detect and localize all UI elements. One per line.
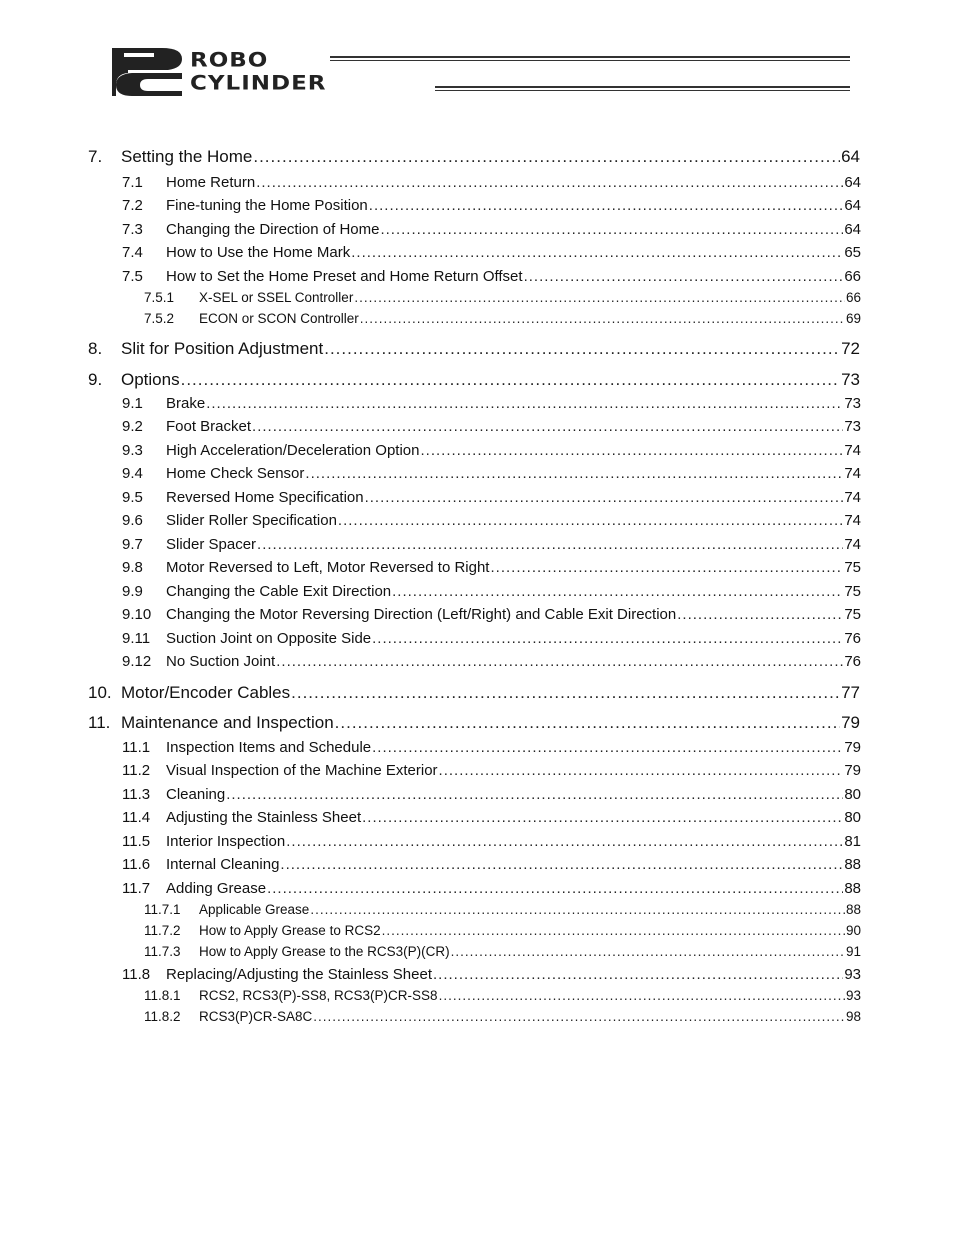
toc-entry-number: 9.2 bbox=[122, 418, 143, 435]
toc-entry[interactable] bbox=[122, 606, 861, 623]
logo-text-cylinder: CYLINDER bbox=[190, 72, 327, 95]
toc-entry-title: How to Apply Grease to RCS2 bbox=[199, 923, 381, 938]
toc-entry[interactable] bbox=[88, 683, 860, 703]
toc-entry-title: Slit for Position Adjustment bbox=[121, 339, 324, 358]
toc-entry-page: 88 bbox=[845, 902, 861, 917]
toc-entry-page: 80 bbox=[844, 786, 861, 803]
toc-entry-number: 7.2 bbox=[122, 197, 143, 214]
toc-entry-page: 66 bbox=[845, 290, 861, 305]
toc-entry-title: Visual Inspection of the Machine Exterior bbox=[166, 762, 438, 779]
toc-dot-leader bbox=[677, 606, 843, 623]
toc-entry[interactable] bbox=[122, 583, 861, 600]
toc-dot-leader bbox=[291, 683, 840, 703]
toc-entry[interactable] bbox=[88, 713, 860, 733]
toc-entry-page: 65 bbox=[844, 244, 861, 261]
toc-entry-title: Options bbox=[121, 370, 180, 389]
toc-dot-leader bbox=[420, 442, 843, 459]
toc-dot-leader bbox=[439, 988, 845, 1003]
toc-entry-number: 9.12 bbox=[122, 653, 152, 670]
toc-entry-page: 90 bbox=[845, 923, 861, 938]
toc-entry-page: 64 bbox=[844, 197, 861, 214]
toc-entry-number: 9.4 bbox=[122, 465, 143, 482]
toc-entry[interactable] bbox=[122, 489, 861, 506]
toc-entry[interactable] bbox=[122, 442, 861, 459]
toc-entry-page: 64 bbox=[844, 221, 861, 238]
toc-entry-title: RCS3(P)CR-SA8C bbox=[199, 1009, 313, 1024]
toc-entry-number: 9.9 bbox=[122, 583, 143, 600]
toc-entry-number: 9.6 bbox=[122, 512, 143, 529]
toc-entry[interactable] bbox=[144, 1009, 861, 1024]
toc-dot-leader bbox=[324, 339, 840, 359]
toc-entry-title: Replacing/Adjusting the Stainless Sheet bbox=[166, 966, 433, 983]
toc-entry-number: 7.1 bbox=[122, 174, 143, 191]
toc-entry-page: 79 bbox=[844, 739, 861, 756]
toc-dot-leader bbox=[286, 833, 843, 850]
toc-entry-number: 11.2 bbox=[122, 762, 151, 779]
toc-dot-leader bbox=[439, 762, 844, 779]
toc-dot-leader bbox=[338, 512, 843, 529]
toc-dot-leader bbox=[253, 147, 840, 167]
toc-dot-leader bbox=[354, 290, 845, 305]
toc-dot-leader bbox=[372, 739, 843, 756]
toc-dot-leader bbox=[433, 966, 843, 983]
toc-entry-title: Motor Reversed to Left, Motor Reversed to Right bbox=[166, 559, 490, 576]
toc-dot-leader bbox=[256, 174, 843, 191]
toc-entry-page: 73 bbox=[841, 370, 860, 389]
toc-entry-title: Motor/Encoder Cables bbox=[121, 683, 291, 702]
toc-entry[interactable] bbox=[122, 653, 861, 670]
toc-entry-page: 79 bbox=[844, 762, 861, 779]
toc-entry-page: 77 bbox=[841, 683, 860, 702]
toc-dot-leader bbox=[257, 536, 843, 553]
toc-entry-page: 81 bbox=[844, 833, 861, 850]
toc-entry[interactable] bbox=[144, 944, 861, 959]
toc-entry-page: 74 bbox=[844, 489, 861, 506]
toc-entry-title: Adding Grease bbox=[166, 880, 267, 897]
toc-entry[interactable] bbox=[122, 221, 861, 238]
toc-entry-number: 9.8 bbox=[122, 559, 143, 576]
toc-entry-number: 11.5 bbox=[122, 833, 151, 850]
toc-dot-leader bbox=[365, 489, 844, 506]
toc-entry[interactable] bbox=[122, 880, 861, 897]
toc-entry[interactable] bbox=[122, 244, 861, 261]
toc-entry-title: RCS2, RCS3(P)-SS8, RCS3(P)CR-SS8 bbox=[199, 988, 438, 1003]
toc-entry-title: Fine-tuning the Home Position bbox=[166, 197, 368, 214]
toc-entry-title: Slider Roller Specification bbox=[166, 512, 337, 529]
toc-entry-title: Slider Spacer bbox=[166, 536, 257, 553]
toc-entry-title: Cleaning bbox=[166, 786, 226, 803]
toc-entry[interactable] bbox=[122, 559, 861, 576]
toc-entry-page: 88 bbox=[844, 880, 861, 897]
toc-entry-title: How to Apply Grease to the RCS3(P)(CR) bbox=[199, 944, 450, 959]
toc-entry[interactable] bbox=[122, 833, 861, 850]
toc-entry-page: 74 bbox=[844, 442, 861, 459]
toc-dot-leader bbox=[490, 559, 843, 576]
toc-entry-title: High Acceleration/Deceleration Option bbox=[166, 442, 420, 459]
toc-entry-title: Maintenance and Inspection bbox=[121, 713, 334, 732]
toc-dot-leader bbox=[351, 244, 843, 261]
toc-entry[interactable] bbox=[122, 268, 861, 285]
toc-entry-number: 11.6 bbox=[122, 856, 151, 873]
toc-entry-title: Internal Cleaning bbox=[166, 856, 280, 873]
toc-entry[interactable] bbox=[122, 630, 861, 647]
toc-dot-leader bbox=[372, 630, 843, 647]
toc-entry-title: Suction Joint on Opposite Side bbox=[166, 630, 372, 647]
toc-entry-number: 9.3 bbox=[122, 442, 143, 459]
toc-entry-page: 64 bbox=[841, 147, 860, 166]
toc-dot-leader bbox=[280, 856, 843, 873]
toc-entry-number: 11.3 bbox=[122, 786, 151, 803]
toc-entry[interactable] bbox=[122, 197, 861, 214]
toc-dot-leader bbox=[369, 197, 844, 214]
toc-entry-title: Reversed Home Specification bbox=[166, 489, 364, 506]
toc-dot-leader bbox=[305, 465, 843, 482]
toc-entry-number: 9.7 bbox=[122, 536, 143, 553]
toc-dot-leader bbox=[360, 311, 845, 326]
toc-dot-leader bbox=[524, 268, 844, 285]
page-header bbox=[0, 0, 954, 110]
toc-dot-leader bbox=[362, 809, 843, 826]
toc-entry-page: 98 bbox=[845, 1009, 861, 1024]
toc-entry[interactable] bbox=[122, 465, 861, 482]
toc-entry-page: 74 bbox=[844, 512, 861, 529]
toc-entry-page: 75 bbox=[844, 559, 861, 576]
toc-entry-page: 76 bbox=[844, 653, 861, 670]
toc-entry-number: 11.7.2 bbox=[144, 923, 181, 938]
toc-entry-title: Brake bbox=[166, 395, 206, 412]
toc-entry-page: 74 bbox=[844, 536, 861, 553]
toc-dot-leader bbox=[252, 418, 843, 435]
toc-entry-number: 7.5.2 bbox=[144, 311, 175, 326]
toc-entry-title: Applicable Grease bbox=[199, 902, 310, 917]
toc-entry-page: 88 bbox=[844, 856, 861, 873]
toc-dot-leader bbox=[382, 923, 845, 938]
toc-entry[interactable] bbox=[144, 311, 861, 326]
toc-entry-title: How to Set the Home Preset and Home Return Offset bbox=[166, 268, 523, 285]
toc-entry-title: Inspection Items and Schedule bbox=[166, 739, 372, 756]
toc-entry-page: 80 bbox=[844, 809, 861, 826]
toc-dot-leader bbox=[267, 880, 843, 897]
toc-entry-number: 9.10 bbox=[122, 606, 152, 623]
toc-entry-title: Setting the Home bbox=[121, 147, 253, 166]
toc-entry-number: 10. bbox=[88, 683, 112, 702]
toc-entry-number: 11.7.3 bbox=[144, 944, 181, 959]
toc-entry-title: Interior Inspection bbox=[166, 833, 286, 850]
header-rule bbox=[435, 90, 850, 91]
toc-entry-page: 79 bbox=[841, 713, 860, 732]
toc-entry[interactable] bbox=[122, 174, 861, 191]
toc-entry-title: X-SEL or SSEL Controller bbox=[199, 290, 354, 305]
toc-entry-page: 73 bbox=[844, 418, 861, 435]
toc-entry-page: 72 bbox=[841, 339, 860, 358]
toc-entry-title: ECON or SCON Controller bbox=[199, 311, 359, 326]
toc-entry[interactable] bbox=[122, 966, 861, 983]
toc-entry-page: 74 bbox=[844, 465, 861, 482]
toc-dot-leader bbox=[310, 902, 845, 917]
rc-logo-icon bbox=[110, 46, 184, 98]
toc-entry-number: 11.8.2 bbox=[144, 1009, 181, 1024]
toc-dot-leader bbox=[451, 944, 845, 959]
header-rule bbox=[330, 56, 850, 58]
toc-dot-leader bbox=[226, 786, 843, 803]
toc-entry-title: Home Return bbox=[166, 174, 256, 191]
toc-entry-number: 7.3 bbox=[122, 221, 143, 238]
toc-entry-title: Changing the Motor Reversing Direction (Left/Right) and Cable Exit Direction bbox=[166, 606, 677, 623]
toc-entry-number: 11. bbox=[88, 713, 111, 732]
toc-entry[interactable] bbox=[122, 762, 861, 779]
toc-entry[interactable] bbox=[122, 512, 861, 529]
toc-dot-leader bbox=[392, 583, 843, 600]
toc-entry-number: 7. bbox=[88, 147, 103, 166]
toc-entry-page: 93 bbox=[844, 966, 861, 983]
toc-entry-title: How to Use the Home Mark bbox=[166, 244, 351, 261]
toc-entry-number: 7.5 bbox=[122, 268, 143, 285]
toc-entry-page: 73 bbox=[844, 395, 861, 412]
toc-entry-page: 75 bbox=[844, 606, 861, 623]
toc-entry[interactable] bbox=[88, 147, 860, 167]
logo-text-robo: ROBO bbox=[190, 49, 269, 72]
toc-entry-number: 9.5 bbox=[122, 489, 143, 506]
toc-entry-number: 11.4 bbox=[122, 809, 151, 826]
toc-entry-number: 11.8 bbox=[122, 966, 151, 983]
toc-entry-number: 8. bbox=[88, 339, 103, 358]
toc-entry-page: 76 bbox=[844, 630, 861, 647]
toc-entry-title: Changing the Direction of Home bbox=[166, 221, 380, 238]
toc-entry-number: 11.1 bbox=[122, 739, 151, 756]
toc-entry[interactable] bbox=[122, 395, 861, 412]
toc-entry-number: 11.8.1 bbox=[144, 988, 181, 1003]
toc-entry-title: Foot Bracket bbox=[166, 418, 252, 435]
header-rule bbox=[435, 86, 850, 88]
toc-entry[interactable] bbox=[122, 536, 861, 553]
toc-entry-page: 93 bbox=[845, 988, 861, 1003]
toc-entry-number: 7.4 bbox=[122, 244, 143, 261]
toc-entry[interactable] bbox=[122, 809, 861, 826]
toc-entry-page: 91 bbox=[845, 944, 861, 959]
toc-entry-title: Adjusting the Stainless Sheet bbox=[166, 809, 362, 826]
toc-entry-number: 9. bbox=[88, 370, 103, 389]
toc-entry[interactable] bbox=[88, 339, 860, 359]
toc-entry[interactable] bbox=[122, 739, 861, 756]
toc-entry-number: 9.11 bbox=[122, 630, 151, 647]
toc-entry-page: 64 bbox=[844, 174, 861, 191]
toc-dot-leader bbox=[276, 653, 843, 670]
toc-entry-page: 69 bbox=[845, 311, 861, 326]
toc-entry-number: 11.7 bbox=[122, 880, 151, 897]
toc-entry-title: No Suction Joint bbox=[166, 653, 276, 670]
toc-entry-page: 75 bbox=[844, 583, 861, 600]
toc-entry[interactable] bbox=[88, 370, 860, 390]
toc-entry[interactable] bbox=[144, 902, 861, 917]
toc-entry[interactable] bbox=[122, 856, 861, 873]
toc-entry-number: 11.7.1 bbox=[144, 902, 181, 917]
toc-entry[interactable] bbox=[144, 290, 861, 305]
toc-entry-number: 7.5.1 bbox=[144, 290, 175, 305]
header-rule bbox=[330, 60, 850, 61]
toc-entry[interactable] bbox=[144, 923, 861, 938]
toc-entry-page: 66 bbox=[844, 268, 861, 285]
toc-dot-leader bbox=[181, 370, 840, 390]
toc-dot-leader bbox=[380, 221, 843, 238]
toc-entry-title: Changing the Cable Exit Direction bbox=[166, 583, 392, 600]
toc-entry-title: Home Check Sensor bbox=[166, 465, 305, 482]
toc-entry[interactable] bbox=[144, 988, 861, 1003]
toc-dot-leader bbox=[206, 395, 843, 412]
toc-entry-number: 9.1 bbox=[122, 395, 143, 412]
toc-dot-leader bbox=[313, 1009, 845, 1024]
toc-dot-leader bbox=[335, 713, 840, 733]
toc-entry[interactable] bbox=[122, 786, 861, 803]
toc-entry[interactable] bbox=[122, 418, 861, 435]
